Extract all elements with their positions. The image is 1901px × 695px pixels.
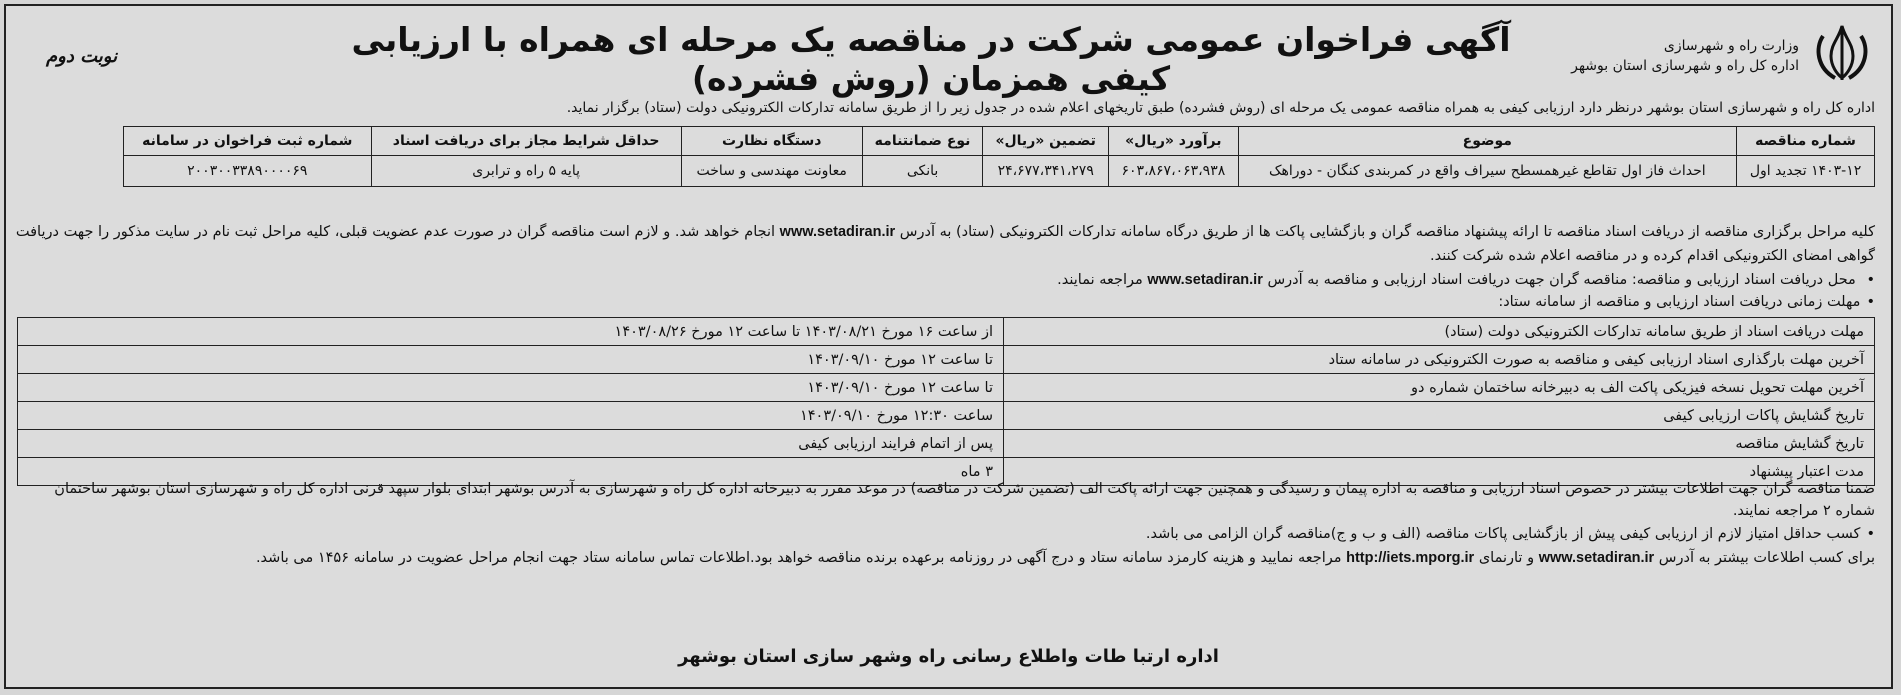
process-paragraph (15, 220, 1875, 268)
table-cell: پایه ۵ راه و ترابری (371, 156, 681, 187)
table-cell: ۱۴۰۳-۱۲ تجدید اول (1737, 156, 1875, 187)
note-contact: ضمنا مناقصه گران جهت اطلاعات بیشتر در خصوص اسناد ارزیابی و مناقصه به اداره پیمان و رسیدگی و همچنین جهت ارائه پاکت الف (تضمین شرکت در مناقصه) در موعد مقرر به دبیرخانه اداره کل راه و شهرسازی به آدرس بوشهر ابتدای بلوار سپهد قرنی اداره کل راه و شهرسازی استان بوشهر ساختمان شماره ۲ مراجعه نمایند. (54, 481, 1875, 519)
table-row (124, 156, 1875, 187)
ministry-line2: اداره کل راه و شهرسازی استان بوشهر (1571, 58, 1799, 74)
schedule-label: آخرین مهلت بارگذاری اسناد ارزیابی کیفی و مناقصه به صورت الکترونیکی در سامانه ستاد (1004, 346, 1875, 374)
schedule-value: تا ساعت ۱۲ مورخ ۱۴۰۳/۰۹/۱۰ (18, 346, 1004, 374)
iran-emblem-icon (1809, 20, 1875, 86)
table-cell: ۲۴،۶۷۷،۳۴۱،۲۷۹ (983, 156, 1109, 187)
table-header-cell: برآورد «ریال» (1109, 127, 1238, 156)
schedule-table (17, 317, 1875, 486)
schedule-label: تاریخ گشایش پاکات ارزیابی کیفی (1004, 402, 1875, 430)
iets-link[interactable]: http://iets.mporg.ir (1346, 550, 1475, 566)
table-row (18, 318, 1875, 346)
table-row (18, 402, 1875, 430)
table-cell: احداث فاز اول تقاطع غیرهمسطح سیراف واقع در کمربندی کنگان - دوراهک (1238, 156, 1736, 187)
process-text-b: انجام خواهد شد. و لازم است مناقصه گران در صورت عدم عضویت قبلی، کلیه مراحل ثبت نام در سایت مذکور را جهت دریافت گواهی امضای الکترونیکی اقدام کرده و در مناقصه اعلام شده شرکت کنند. (15, 224, 1875, 264)
schedule-value: پس از اتمام فرایند ارزیابی کیفی (18, 430, 1004, 458)
schedule-label: آخرین مهلت تحویل نسخه فیزیکی پاکت الف به دبیرخانه ساختمان شماره دو (1004, 374, 1875, 402)
schedule-value: ساعت ۱۲:۳۰ مورخ ۱۴۰۳/۰۹/۱۰ (18, 402, 1004, 430)
schedule-label: مهلت دریافت اسناد از طریق سامانه تدارکات الکترونیکی دولت (ستاد) (1004, 318, 1875, 346)
note3-text-b: و تارنمای (1478, 550, 1535, 566)
table-header-cell: شماره ثبت فراخوان در سامانه (124, 127, 372, 156)
process-text-a: کلیه مراحل برگزاری مناقصه از دریافت اسناد مناقصه تا ارائه پیشنهاد مناقصه گران و بازگشایی پاکت ها از طریق درگاه سامانه تدارکات الکترونیکی (ستاد) به آدرس (899, 224, 1875, 240)
table-row (18, 374, 1875, 402)
table-cell: ۶۰۳،۸۶۷،۰۶۳،۹۳۸ (1109, 156, 1238, 187)
table-header-cell: موضوع (1238, 127, 1736, 156)
bullet-document-location (15, 268, 1875, 292)
notice-frame (4, 4, 1893, 689)
turn-label: نوبت دوم (46, 46, 118, 67)
table-header-cell: شماره مناقصه (1737, 127, 1875, 156)
table-header-cell: دستگاه نظارت (681, 127, 862, 156)
notice-title: آگهی فراخوان عمومی شرکت در مناقصه یک مرحله ای همراه با ارزیابی کیفی همزمان (روش فشرده) (351, 20, 1511, 98)
schedule-value: تا ساعت ۱۲ مورخ ۱۴۰۳/۰۹/۱۰ (18, 374, 1004, 402)
table-cell: معاونت مهندسی و ساخت (681, 156, 862, 187)
ministry-name (1571, 36, 1799, 76)
table-cell: بانکی (862, 156, 983, 187)
tender-table (123, 126, 1875, 187)
schedule-value: ۳ ماه (18, 458, 1004, 486)
table-header-cell: تضمین «ریال» (983, 127, 1109, 156)
table-row (18, 430, 1875, 458)
bullet-document-deadline: • مهلت زمانی دریافت اسناد ارزیابی و مناقصه از سامانه ستاد: (15, 290, 1875, 314)
schedule-label: مدت اعتبار پیشنهاد (1004, 458, 1875, 486)
note-more-info (15, 546, 1875, 570)
setadiran-link[interactable]: www.setadiran.ir (1147, 272, 1263, 288)
table-header-cell: نوع ضمانتنامه (862, 127, 983, 156)
bullet1-text-b: مراجعه نمایند. (1057, 272, 1143, 288)
table-cell: ۲۰۰۳۰۰۳۳۸۹۰۰۰۰۶۹ (124, 156, 372, 187)
bullet1-text-a: محل دریافت اسناد ارزیابی و مناقصه: مناقصه گران جهت دریافت اسناد ارزیابی و مناقصه به آدرس (1267, 272, 1856, 288)
table-row (18, 346, 1875, 374)
setadiran-link[interactable]: www.setadiran.ir (779, 224, 896, 240)
tender-table-header (124, 127, 1875, 156)
setadiran-link[interactable]: www.setadiran.ir (1538, 550, 1655, 566)
note3-text-a: برای کسب اطلاعات بیشتر به آدرس (1658, 550, 1875, 566)
footer-office: اداره ارتبا طات واطلاع رسانی راه وشهر سازی استان بوشهر (678, 646, 1219, 667)
table-header-cell: حداقل شرایط مجاز برای دریافت اسناد (371, 127, 681, 156)
ministry-line1: وزارت راه و شهرسازی (1663, 38, 1799, 54)
note3-text-c: مراجعه نمایید و هزینه کارمزد سامانه ستاد و درج آگهی در روزنامه برعهده برنده مناقصه خواهد بود.اطلاعات تماس سامانه ستاد جهت انجام مراحل عضویت در سامانه ۱۴۵۶ می باشد. (255, 550, 1342, 566)
schedule-value: از ساعت ۱۶ مورخ ۱۴۰۳/۰۸/۲۱ تا ساعت ۱۲ مورخ ۱۴۰۳/۰۸/۲۶ (18, 318, 1004, 346)
intro-text: اداره کل راه و شهرسازی استان بوشهر درنظر دارد ارزیابی کیفی به همراه مناقصه عمومی یک مرحله ای (روش فشرده) طبق تاریخهای اعلام شده در جدول زیر را از طریق سامانه تدارکات الکترونیکی دولت (ستاد) برگزار نماید. (566, 100, 1875, 116)
schedule-label: تاریخ گشایش مناقصه (1004, 430, 1875, 458)
note-min-score: • کسب حداقل امتیاز لازم از ارزیابی کیفی پیش از بازگشایی پاکات مناقصه (الف و ب و ج)مناقصه گران الزامی می باشد. (15, 522, 1875, 546)
